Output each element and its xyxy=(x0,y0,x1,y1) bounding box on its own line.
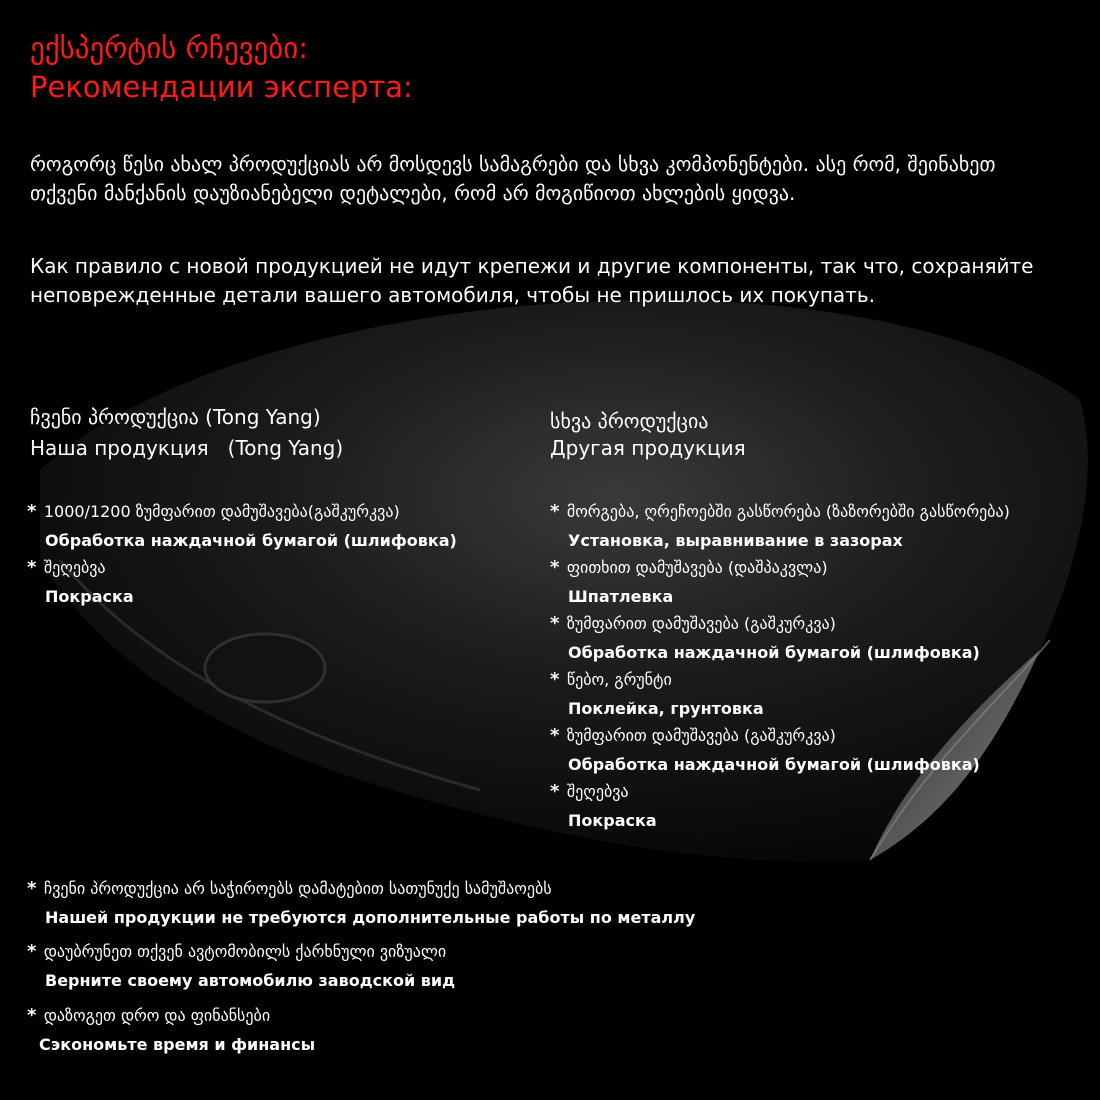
benefit-georgian: ჩვენი პროდუქცია არ საჭიროებს დამატებით სათუნუქე სამუშაოებს xyxy=(43,879,552,898)
other-product-list xyxy=(550,498,1010,834)
list-item xyxy=(550,778,1010,807)
benefit-georgian: დაუბრუნეთ თქვენ ავტომობილს ქარხნული ვიზუალი xyxy=(43,942,447,961)
bullet-star: * xyxy=(27,941,37,962)
list-item xyxy=(27,498,457,527)
title-georgian: ექსპერტის რჩევები: xyxy=(30,31,308,65)
intro-russian: Как правило с новой продукцией не идут крепежи и другие компоненты, так что, сохраняйте неповрежденные детали вашего автомобиля, чтобы не пришлось их покупать. xyxy=(30,254,1034,307)
item-georgian: შეღებვა xyxy=(566,782,629,801)
list-item xyxy=(550,722,1010,751)
item-russian: Поклейка, грунтовка xyxy=(568,698,764,718)
other-product-heading-georgian: სხვა პროდუქცია xyxy=(550,409,709,433)
item-russian: Покраска xyxy=(568,810,657,830)
our-product-heading-georgian: ჩვენი პროდუქცია (Tong Yang) xyxy=(30,405,321,429)
item-georgian: შეღებვა xyxy=(43,558,106,577)
intro-georgian: როგორც წესი ახალ პროდუქციას არ მოსდევს სამაგრები და სხვა კომპონენტები. ასე რომ, შეინახეთ თქვენი მანქანის დაუზიანებელი დეტალები, რომ არ მოგიწიოთ ახლების ყიდვა. xyxy=(30,152,996,205)
item-georgian: მორგება, ღრეჩოებში გასწორება (ზაზორებში გასწორება) xyxy=(566,502,1010,521)
bullet-star: * xyxy=(27,878,37,899)
benefit-russian: Верните своему автомобилю заводской вид xyxy=(45,970,455,990)
list-item xyxy=(550,498,1010,527)
item-georgian: ზუმფარით დამუშავება (გაშკურკვა) xyxy=(566,726,836,745)
benefit-1 xyxy=(27,875,695,931)
list-item xyxy=(550,554,1010,583)
our-product-list xyxy=(27,498,457,610)
benefit-2 xyxy=(27,938,455,994)
bullet-star: * xyxy=(27,557,37,578)
item-russian: Обработка наждачной бумагой (шлифовка) xyxy=(568,754,980,774)
item-russian: Обработка наждачной бумагой (шлифовка) xyxy=(45,530,457,550)
bullet-star: * xyxy=(550,669,560,690)
item-russian: Покраска xyxy=(45,586,134,606)
benefit-georgian: დაზოგეთ დრო და ფინანსები xyxy=(43,1006,271,1025)
benefit-3 xyxy=(27,1002,315,1058)
bullet-star: * xyxy=(550,781,560,802)
item-russian: Обработка наждачной бумагой (шлифовка) xyxy=(568,642,980,662)
benefit-russian: Сэкономьте время и финансы xyxy=(39,1034,316,1054)
bullet-star: * xyxy=(550,613,560,634)
item-russian: Шпатлевка xyxy=(568,586,674,606)
bullet-star: * xyxy=(550,501,560,522)
item-georgian: წებო, გრუნტი xyxy=(566,670,672,689)
bullet-star: * xyxy=(550,725,560,746)
bullet-star: * xyxy=(550,557,560,578)
benefit-russian: Нашей продукции не требуются дополнительные работы по металлу xyxy=(45,907,696,927)
bullet-star: * xyxy=(27,1005,37,1026)
list-item xyxy=(550,666,1010,695)
other-product-heading-russian: Другая продукция xyxy=(550,436,746,460)
bullet-star: * xyxy=(27,501,37,522)
list-item xyxy=(27,554,457,583)
list-item xyxy=(550,610,1010,639)
our-product-heading-russian: Наша продукция (Tong Yang) xyxy=(30,436,344,460)
title-russian: Рекомендации эксперта: xyxy=(30,70,413,104)
item-georgian: ზუმფარით დამუშავება (გაშკურკვა) xyxy=(566,614,836,633)
item-georgian: 1000/1200 ზუმფარით დამუშავება(გაშკურკვა) xyxy=(43,502,400,521)
item-russian: Установка, выравнивание в зазорах xyxy=(568,530,903,550)
item-georgian: ფითხით დამუშავება (დაშპაკვლა) xyxy=(566,558,828,577)
